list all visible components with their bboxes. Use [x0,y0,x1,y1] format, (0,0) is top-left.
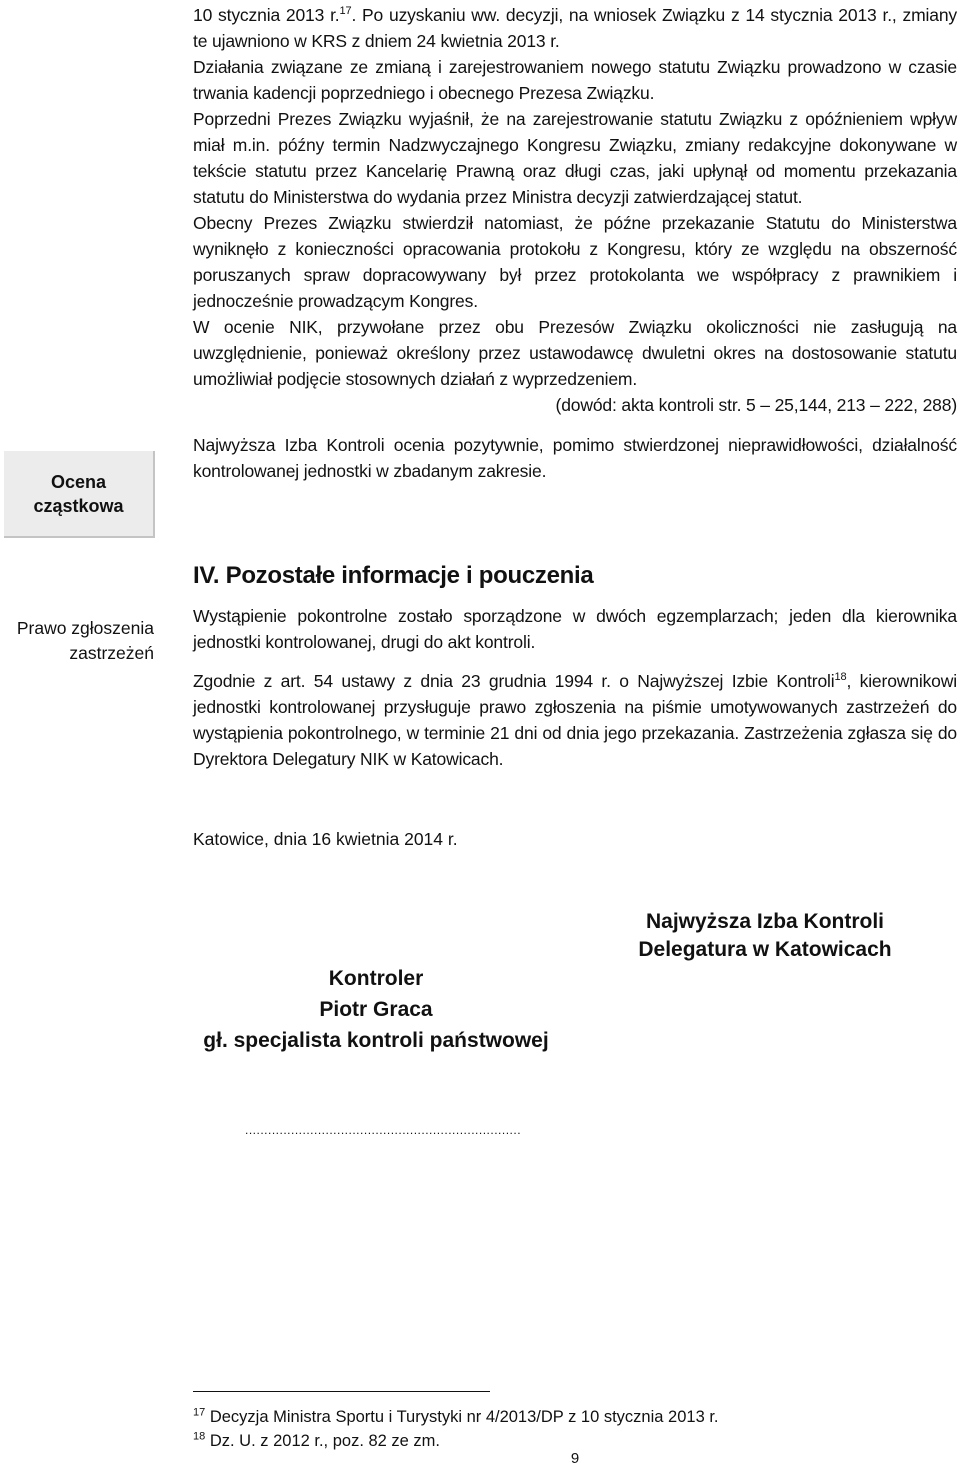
section-heading: IV. Pozostałe informacje i pouczenia [193,562,594,589]
institution-signature [620,908,910,964]
text-span: Zgodnie z art. 54 ustawy z dnia 23 grudnia 1994 r. o Najwyższej Izbie Kontroli [193,671,835,691]
evidence-reference: (dowód: akta kontroli str. 5 – 25,144, 213 – 222, 288) [555,395,957,415]
page-number: 9 [570,1450,580,1467]
objection-right-label [4,616,154,666]
institution-line1: Najwyższa Izba Kontroli [645,910,885,933]
signature-line-dots: ........................................................................ [245,1123,522,1137]
paragraph-actions: Działania związane ze zmianą i zarejestrowaniem nowego statutu Związku prowadzono w czasie trwania kadencji poprzedniego i obecnego Prezesa Związku. [193,57,957,103]
text-span: . Po uzyskaniu ww. decyzji, na wniosek Związku z 14 stycznia 2013 r., zmiany te ujawniono w KRS z dniem 24 kwietnia 2013 r. [193,5,957,51]
controller-role: Kontroler [328,967,424,990]
paragraph-decision [193,2,957,54]
footnote-ref-17[interactable]: 17 [339,5,352,18]
objection-label-line2: zastrzeżeń [69,643,154,663]
assessment-label-line2: cząstkowa [33,495,124,516]
assessment-text: Najwyższa Izba Kontroli ocenia pozytywnie, pomimo stwierdzonej nieprawidłowości, działalność kontrolowanej jednostki w zbadanym zakresie. [193,435,957,481]
paragraph-objection-right [193,668,957,772]
footnote-number: 17 [193,1406,206,1419]
findings-text [193,2,957,484]
institution-line2: Delegatura w Katowicach [638,938,892,961]
text-span: , kierownikowi jednostki kontrolowanej przysługuje prawo zgłoszenia na piśmie umotywowanych zastrzeżeń do wystąpienia pokontrolnego, w terminie 21 dni od dnia jego przekazania. Zastrzeżenia zgłasza się do Dyrektora Delegatury NIK w Katowicach. [193,671,957,769]
paragraph-nik-assessment: W ocenie NIK, przywołane przez obu Prezesów Związku okoliczności nie zasługują na uwzględnienie, ponieważ określony przez ustawodawcę dwuletni okres na dostosowanie statutu umożliwiał podjęcie stosownych działań z wyprzedzeniem. [193,317,957,389]
footnote-number: 18 [193,1430,206,1443]
paragraph-previous-president: Poprzedni Prezes Związku wyjaśnił, że na zarejestrowanie statutu Związku z opóźnieniem wpływ miał m.in. późny termin Nadzwyczajnego Kongresu Związku, zmiany redakcyjne dokonywane w tekście statutu przez Kancelarię Prawną oraz długi czas, jaki upłynął od momentu przekazania statutu do Ministerstwa do wydania przez Ministra decyzji zatwierdzającej statut. [193,109,957,207]
controller-signature [186,963,566,1056]
paragraph-copies: Wystąpienie pokontrolne zostało sporządzone w dwóch egzemplarzach; jeden dla kierownika jednostki kontrolowanej, drugi do akt kontroli. [193,606,957,652]
paragraph-current-president: Obecny Prezes Związku stwierdził natomiast, że późne przekazanie Statutu do Ministerstwa wyniknęło z konieczności opracowania protokołu z Kongresu, który ze względu na obszerność poruszanych spraw dopracowywany był przez protokolanta we współpracy z prawnikiem i jednocześnie prowadzącym Kongres. [193,213,957,311]
controller-title: gł. specjalista kontroli państwowej [203,1029,549,1052]
section-iv-text [193,603,957,772]
footnote-18 [193,1429,719,1453]
closing-date: Katowice, dnia 16 kwietnia 2014 r. [193,829,458,849]
footnote-ref-18[interactable]: 18 [834,671,847,684]
footnote-text: Dz. U. z 2012 r., poz. 82 ze zm. [205,1432,441,1450]
controller-name: Piotr Graca [319,998,433,1021]
footnotes [193,1405,719,1453]
assessment-label-box [4,451,155,538]
assessment-label-line1: Ocena [50,471,107,492]
footnote-separator [193,1391,490,1392]
footnote-17 [193,1405,719,1429]
text-span: 10 stycznia 2013 r. [193,5,340,25]
objection-label-line1: Prawo zgłoszenia [16,618,154,638]
footnote-text: Decyzja Ministra Sportu i Turystyki nr 4/2013/DP z 10 stycznia 2013 r. [205,1408,719,1426]
